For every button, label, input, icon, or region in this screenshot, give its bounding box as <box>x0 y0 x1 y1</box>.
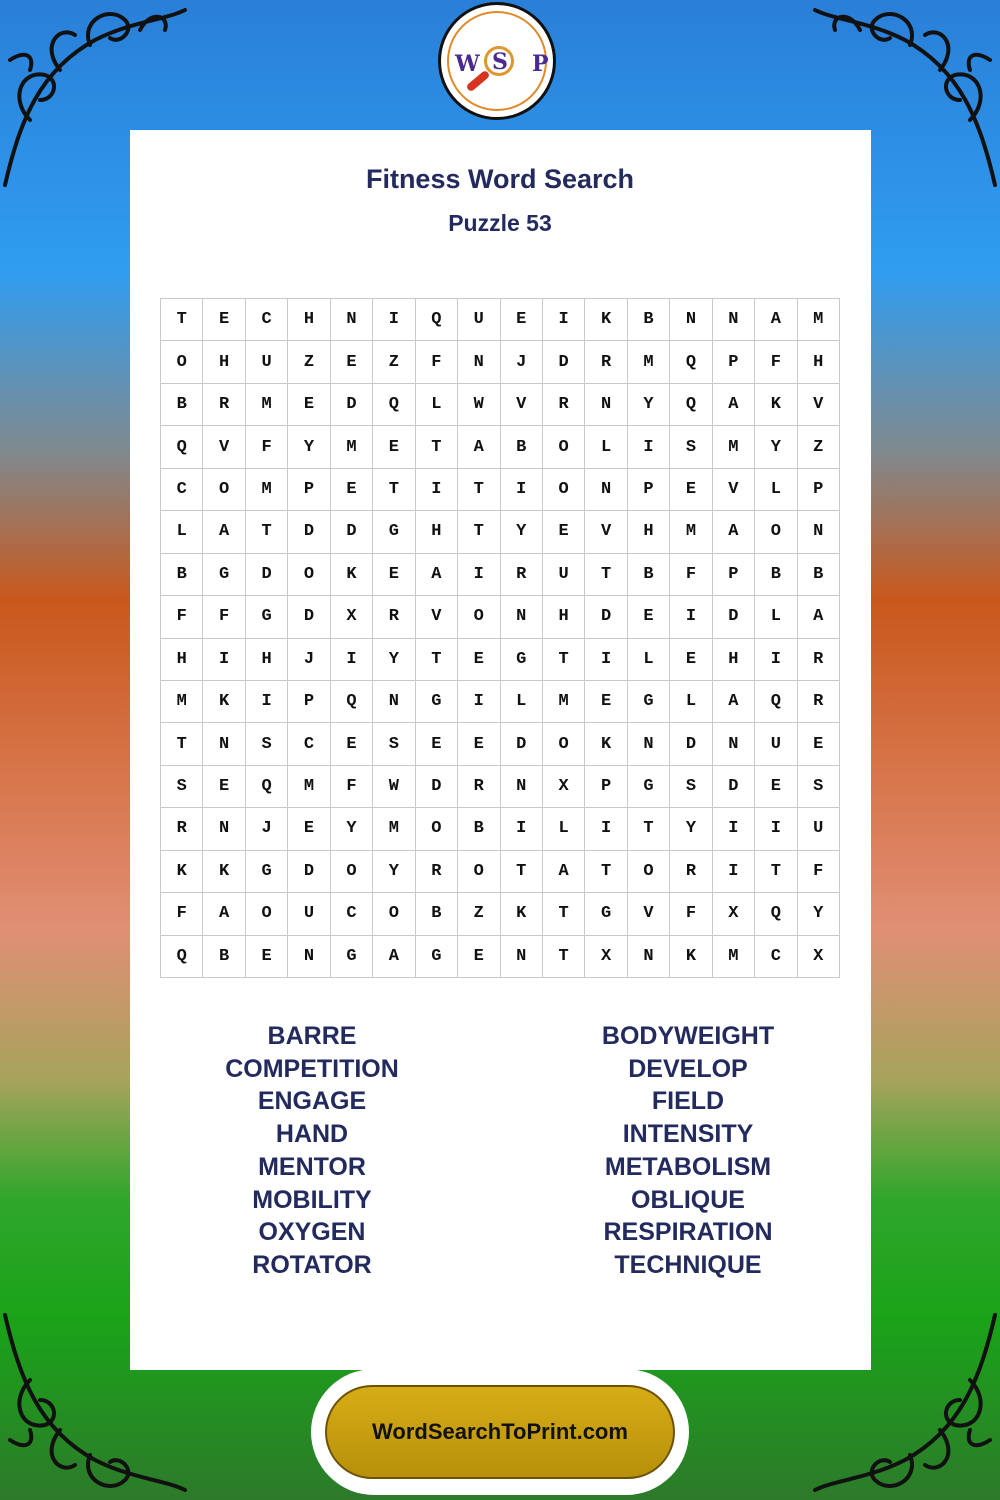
grid-cell[interactable]: D <box>288 851 330 893</box>
grid-cell[interactable]: O <box>543 426 585 468</box>
grid-cell[interactable]: G <box>246 596 288 638</box>
grid-cell[interactable]: V <box>585 511 627 553</box>
word-list-item: MOBILITY <box>252 1185 372 1214</box>
grid-cell[interactable]: E <box>458 936 500 978</box>
grid-cell[interactable]: S <box>161 766 203 808</box>
grid-cell[interactable]: X <box>585 936 627 978</box>
grid-cell[interactable]: T <box>585 554 627 596</box>
grid-cell[interactable]: L <box>501 681 543 723</box>
grid-cell[interactable]: N <box>628 723 670 765</box>
grid-cell[interactable]: U <box>798 808 840 850</box>
grid-cell[interactable]: M <box>373 808 415 850</box>
grid-cell[interactable]: J <box>501 341 543 383</box>
grid-cell[interactable]: I <box>373 299 415 341</box>
grid-cell[interactable]: E <box>585 681 627 723</box>
grid-cell[interactable]: L <box>755 596 797 638</box>
grid-cell[interactable]: Z <box>288 341 330 383</box>
grid-cell[interactable]: V <box>628 893 670 935</box>
grid-cell[interactable]: O <box>161 341 203 383</box>
grid-cell[interactable]: E <box>288 808 330 850</box>
grid-cell[interactable]: Y <box>798 893 840 935</box>
grid-cell[interactable]: N <box>713 299 755 341</box>
grid-cell[interactable]: G <box>331 936 373 978</box>
grid-cell[interactable]: M <box>246 384 288 426</box>
grid-cell[interactable]: D <box>501 723 543 765</box>
grid-cell[interactable]: N <box>585 469 627 511</box>
grid-cell[interactable]: D <box>585 596 627 638</box>
grid-cell[interactable]: O <box>288 554 330 596</box>
grid-cell[interactable]: N <box>373 681 415 723</box>
grid-cell[interactable]: H <box>288 299 330 341</box>
grid-cell[interactable]: U <box>246 341 288 383</box>
grid-cell[interactable]: B <box>416 893 458 935</box>
grid-cell[interactable]: M <box>628 341 670 383</box>
grid-cell[interactable]: B <box>755 554 797 596</box>
grid-cell[interactable]: E <box>203 766 245 808</box>
grid-cell[interactable]: O <box>246 893 288 935</box>
grid-cell[interactable]: N <box>288 936 330 978</box>
grid-cell[interactable]: D <box>288 511 330 553</box>
grid-cell[interactable]: U <box>543 554 585 596</box>
grid-cell[interactable]: E <box>543 511 585 553</box>
grid-cell[interactable]: N <box>798 511 840 553</box>
grid-cell[interactable]: G <box>416 936 458 978</box>
page-title: Fitness Word Search <box>365 164 635 194</box>
grid-cell[interactable]: I <box>670 596 712 638</box>
grid-cell[interactable]: B <box>798 554 840 596</box>
grid-cell[interactable]: N <box>501 766 543 808</box>
grid-cell[interactable]: T <box>246 511 288 553</box>
grid-cell[interactable]: A <box>543 851 585 893</box>
grid-cell[interactable]: L <box>755 469 797 511</box>
grid-cell[interactable]: Q <box>670 384 712 426</box>
grid-cell[interactable]: L <box>628 639 670 681</box>
grid-cell[interactable]: E <box>670 469 712 511</box>
grid-cell[interactable]: O <box>755 511 797 553</box>
grid-cell[interactable]: F <box>670 554 712 596</box>
grid-cell[interactable]: E <box>331 469 373 511</box>
grid-cell[interactable]: A <box>458 426 500 468</box>
grid-cell[interactable]: S <box>798 766 840 808</box>
grid-cell[interactable]: W <box>458 384 500 426</box>
grid-cell[interactable]: K <box>501 893 543 935</box>
grid-cell[interactable]: I <box>755 639 797 681</box>
grid-cell[interactable]: O <box>628 851 670 893</box>
grid-cell[interactable]: F <box>246 426 288 468</box>
grid-cell[interactable]: J <box>288 639 330 681</box>
grid-cell[interactable]: O <box>331 851 373 893</box>
word-list-item: OXYGEN <box>258 1218 366 1247</box>
grid-cell[interactable]: R <box>458 766 500 808</box>
grid-cell[interactable]: N <box>585 384 627 426</box>
grid-cell[interactable]: D <box>713 596 755 638</box>
grid-cell[interactable]: A <box>798 596 840 638</box>
grid-cell[interactable]: E <box>458 723 500 765</box>
grid-cell[interactable]: R <box>670 851 712 893</box>
grid-cell[interactable]: Y <box>331 808 373 850</box>
grid-cell[interactable]: V <box>501 384 543 426</box>
grid-cell[interactable]: Q <box>246 766 288 808</box>
grid-cell[interactable]: A <box>373 936 415 978</box>
grid-cell[interactable]: R <box>161 808 203 850</box>
word-list-item: TECHNIQUE <box>614 1250 762 1279</box>
word-list-right <box>538 1020 838 1282</box>
grid-cell[interactable]: O <box>543 469 585 511</box>
grid-cell[interactable]: T <box>543 639 585 681</box>
grid-cell[interactable]: E <box>373 554 415 596</box>
grid-cell[interactable]: K <box>203 681 245 723</box>
grid-cell[interactable]: Q <box>161 936 203 978</box>
grid-cell[interactable]: E <box>288 384 330 426</box>
grid-cell[interactable]: T <box>458 511 500 553</box>
grid-cell[interactable]: I <box>585 808 627 850</box>
grid-cell[interactable]: F <box>161 893 203 935</box>
grid-cell[interactable]: B <box>628 299 670 341</box>
grid-cell[interactable]: P <box>585 766 627 808</box>
logo-letter: S <box>492 49 508 75</box>
grid-cell[interactable]: R <box>585 341 627 383</box>
grid-cell[interactable]: V <box>416 596 458 638</box>
grid-cell[interactable]: T <box>543 893 585 935</box>
grid-cell[interactable]: Y <box>755 426 797 468</box>
grid-cell[interactable]: Q <box>373 384 415 426</box>
grid-cell[interactable]: Z <box>373 341 415 383</box>
grid-cell[interactable]: A <box>713 384 755 426</box>
grid-cell[interactable]: S <box>246 723 288 765</box>
grid-cell[interactable]: F <box>670 893 712 935</box>
grid-cell[interactable]: I <box>331 639 373 681</box>
grid-cell[interactable]: G <box>628 681 670 723</box>
grid-cell[interactable]: K <box>585 299 627 341</box>
grid-cell[interactable]: L <box>416 384 458 426</box>
grid-cell[interactable]: O <box>458 596 500 638</box>
grid-cell[interactable]: D <box>331 384 373 426</box>
letter-grid <box>160 298 840 978</box>
grid-cell[interactable]: U <box>755 723 797 765</box>
grid-cell[interactable]: S <box>373 723 415 765</box>
grid-cell[interactable]: K <box>161 851 203 893</box>
grid-cell[interactable]: R <box>416 851 458 893</box>
grid-cell[interactable]: T <box>501 851 543 893</box>
grid-cell[interactable]: E <box>246 936 288 978</box>
grid-cell[interactable]: A <box>203 511 245 553</box>
grid-cell[interactable]: M <box>161 681 203 723</box>
grid-cell[interactable]: B <box>161 554 203 596</box>
grid-cell[interactable]: C <box>288 723 330 765</box>
grid-cell[interactable]: D <box>713 766 755 808</box>
grid-cell[interactable]: A <box>713 511 755 553</box>
grid-cell[interactable]: B <box>628 554 670 596</box>
grid-cell[interactable]: F <box>331 766 373 808</box>
word-list-item: OBLIQUE <box>631 1185 745 1214</box>
grid-cell[interactable]: Z <box>798 426 840 468</box>
grid-cell[interactable]: Y <box>670 808 712 850</box>
grid-cell[interactable]: T <box>458 469 500 511</box>
grid-cell[interactable]: N <box>713 723 755 765</box>
grid-cell[interactable]: P <box>288 681 330 723</box>
grid-cell[interactable]: L <box>585 426 627 468</box>
grid-cell[interactable]: Y <box>373 851 415 893</box>
grid-cell[interactable]: K <box>331 554 373 596</box>
grid-cell[interactable]: D <box>670 723 712 765</box>
grid-cell[interactable]: K <box>755 384 797 426</box>
grid-cell[interactable]: I <box>458 554 500 596</box>
grid-cell[interactable]: D <box>543 341 585 383</box>
grid-cell[interactable]: T <box>161 299 203 341</box>
grid-cell[interactable]: S <box>670 766 712 808</box>
grid-cell[interactable]: K <box>203 851 245 893</box>
grid-cell[interactable]: Y <box>288 426 330 468</box>
grid-cell[interactable]: T <box>755 851 797 893</box>
grid-cell[interactable]: T <box>373 469 415 511</box>
grid-cell[interactable]: M <box>713 426 755 468</box>
grid-cell[interactable]: T <box>585 851 627 893</box>
word-list-item: FIELD <box>651 1087 725 1116</box>
grid-cell[interactable]: H <box>543 596 585 638</box>
grid-cell[interactable]: R <box>203 384 245 426</box>
grid-cell[interactable]: T <box>628 808 670 850</box>
grid-cell[interactable]: G <box>585 893 627 935</box>
grid-cell[interactable]: K <box>670 936 712 978</box>
grid-cell[interactable]: H <box>246 639 288 681</box>
grid-cell[interactable]: M <box>288 766 330 808</box>
grid-cell[interactable]: O <box>416 808 458 850</box>
grid-cell[interactable]: B <box>161 384 203 426</box>
grid-cell[interactable]: C <box>331 893 373 935</box>
grid-cell[interactable]: Q <box>670 341 712 383</box>
grid-cell[interactable]: G <box>373 511 415 553</box>
grid-cell[interactable]: H <box>628 511 670 553</box>
word-list-item: INTENSITY <box>622 1120 754 1149</box>
grid-cell[interactable]: T <box>416 426 458 468</box>
grid-cell[interactable]: A <box>755 299 797 341</box>
grid-cell[interactable]: T <box>161 723 203 765</box>
word-list-left <box>162 1020 462 1282</box>
grid-cell[interactable]: E <box>373 426 415 468</box>
grid-cell[interactable]: I <box>416 469 458 511</box>
grid-cell[interactable]: C <box>161 469 203 511</box>
grid-cell[interactable]: E <box>331 723 373 765</box>
grid-cell[interactable]: D <box>246 554 288 596</box>
grid-cell[interactable]: M <box>798 299 840 341</box>
grid-cell[interactable]: E <box>798 723 840 765</box>
grid-cell[interactable]: I <box>501 469 543 511</box>
grid-cell[interactable]: O <box>203 469 245 511</box>
grid-cell[interactable]: Q <box>331 681 373 723</box>
grid-cell[interactable]: I <box>543 299 585 341</box>
grid-cell[interactable]: U <box>458 299 500 341</box>
grid-cell[interactable]: O <box>543 723 585 765</box>
grid-cell[interactable]: R <box>543 384 585 426</box>
grid-cell[interactable]: N <box>203 808 245 850</box>
grid-cell[interactable]: F <box>161 596 203 638</box>
grid-cell[interactable]: I <box>628 426 670 468</box>
word-list-item: METABOLISM <box>604 1152 772 1181</box>
grid-cell[interactable]: X <box>798 936 840 978</box>
grid-cell[interactable]: L <box>670 681 712 723</box>
grid-cell[interactable]: I <box>713 808 755 850</box>
grid-cell[interactable]: H <box>161 639 203 681</box>
puzzle-number: Puzzle 53 <box>448 210 552 236</box>
grid-cell[interactable]: N <box>670 299 712 341</box>
grid-cell[interactable]: I <box>755 808 797 850</box>
grid-cell[interactable]: B <box>203 936 245 978</box>
grid-cell[interactable]: I <box>713 851 755 893</box>
grid-cell[interactable]: I <box>203 639 245 681</box>
grid-cell[interactable]: I <box>501 808 543 850</box>
grid-cell[interactable]: Y <box>373 639 415 681</box>
grid-cell[interactable]: M <box>246 469 288 511</box>
grid-cell[interactable]: L <box>543 808 585 850</box>
grid-cell[interactable]: O <box>458 851 500 893</box>
grid-cell[interactable]: F <box>416 341 458 383</box>
grid-cell[interactable]: R <box>798 639 840 681</box>
grid-cell[interactable]: Z <box>458 893 500 935</box>
word-list-item: DEVELOP <box>628 1054 748 1083</box>
grid-cell[interactable]: E <box>501 299 543 341</box>
grid-cell[interactable]: E <box>416 723 458 765</box>
grid-cell[interactable]: V <box>713 469 755 511</box>
wsp-logo[interactable] <box>438 2 556 120</box>
word-list-item: MENTOR <box>258 1152 366 1181</box>
website-button[interactable]: WordSearchToPrint.com <box>325 1385 675 1479</box>
grid-cell[interactable]: H <box>416 511 458 553</box>
grid-cell[interactable]: V <box>798 384 840 426</box>
grid-cell[interactable]: L <box>161 511 203 553</box>
grid-cell[interactable]: H <box>713 639 755 681</box>
grid-cell[interactable]: W <box>373 766 415 808</box>
grid-cell[interactable]: A <box>713 681 755 723</box>
grid-cell[interactable]: I <box>246 681 288 723</box>
grid-cell[interactable]: E <box>628 596 670 638</box>
grid-cell[interactable]: H <box>798 341 840 383</box>
word-list-item: BARRE <box>267 1022 357 1050</box>
grid-cell[interactable]: Y <box>628 384 670 426</box>
grid-cell[interactable]: B <box>458 808 500 850</box>
grid-cell[interactable]: N <box>501 596 543 638</box>
grid-cell[interactable]: Q <box>755 681 797 723</box>
grid-cell[interactable]: T <box>543 936 585 978</box>
grid-cell[interactable]: E <box>331 341 373 383</box>
grid-cell[interactable]: F <box>203 596 245 638</box>
grid-cell[interactable]: G <box>416 681 458 723</box>
word-list-item: HAND <box>275 1120 349 1149</box>
grid-cell[interactable]: P <box>713 341 755 383</box>
grid-cell[interactable]: V <box>203 426 245 468</box>
grid-cell[interactable]: P <box>713 554 755 596</box>
logo-letter: W <box>455 51 480 77</box>
grid-cell[interactable]: G <box>628 766 670 808</box>
word-list-item: ROTATOR <box>252 1250 372 1279</box>
grid-cell[interactable]: M <box>670 511 712 553</box>
grid-cell[interactable]: E <box>755 766 797 808</box>
grid-cell[interactable]: K <box>585 723 627 765</box>
grid-cell[interactable]: E <box>458 639 500 681</box>
grid-cell[interactable]: C <box>755 936 797 978</box>
grid-cell[interactable]: S <box>670 426 712 468</box>
grid-cell[interactable]: M <box>713 936 755 978</box>
grid-cell[interactable]: D <box>288 596 330 638</box>
grid-cell[interactable]: Q <box>416 299 458 341</box>
grid-cell[interactable]: M <box>543 681 585 723</box>
grid-cell[interactable]: P <box>628 469 670 511</box>
grid-cell[interactable]: B <box>501 426 543 468</box>
grid-cell[interactable]: J <box>246 808 288 850</box>
grid-cell[interactable]: A <box>416 554 458 596</box>
grid-cell[interactable]: G <box>203 554 245 596</box>
grid-cell[interactable]: Q <box>161 426 203 468</box>
logo-letter: P <box>532 51 549 77</box>
grid-cell[interactable]: I <box>458 681 500 723</box>
grid-cell[interactable]: E <box>670 639 712 681</box>
grid-cell[interactable]: I <box>585 639 627 681</box>
grid-cell[interactable]: D <box>416 766 458 808</box>
word-list-item: BODYWEIGHT <box>601 1022 775 1050</box>
grid-cell[interactable]: N <box>331 299 373 341</box>
grid-cell[interactable]: F <box>798 851 840 893</box>
grid-cell[interactable]: H <box>203 341 245 383</box>
grid-cell[interactable]: E <box>203 299 245 341</box>
grid-cell[interactable]: D <box>331 511 373 553</box>
grid-cell[interactable]: F <box>755 341 797 383</box>
word-list-item: COMPETITION <box>225 1054 399 1083</box>
grid-cell[interactable]: R <box>798 681 840 723</box>
grid-cell[interactable]: P <box>288 469 330 511</box>
grid-cell[interactable]: P <box>798 469 840 511</box>
grid-cell[interactable]: X <box>331 596 373 638</box>
grid-cell[interactable]: O <box>373 893 415 935</box>
grid-cell[interactable]: X <box>713 893 755 935</box>
grid-cell[interactable]: Q <box>755 893 797 935</box>
grid-cell[interactable]: A <box>203 893 245 935</box>
grid-cell[interactable]: C <box>246 299 288 341</box>
grid-cell[interactable]: R <box>373 596 415 638</box>
grid-cell[interactable]: Y <box>501 511 543 553</box>
grid-cell[interactable]: M <box>331 426 373 468</box>
grid-cell[interactable]: G <box>501 639 543 681</box>
grid-cell[interactable]: N <box>203 723 245 765</box>
grid-cell[interactable]: X <box>543 766 585 808</box>
word-list-item: ENGAGE <box>257 1087 367 1116</box>
word-list-item: RESPIRATION <box>603 1218 773 1247</box>
grid-cell[interactable]: N <box>501 936 543 978</box>
grid-cell[interactable]: G <box>246 851 288 893</box>
grid-cell[interactable]: N <box>458 341 500 383</box>
grid-cell[interactable]: R <box>501 554 543 596</box>
grid-cell[interactable]: T <box>416 639 458 681</box>
grid-cell[interactable]: N <box>628 936 670 978</box>
grid-cell[interactable]: U <box>288 893 330 935</box>
